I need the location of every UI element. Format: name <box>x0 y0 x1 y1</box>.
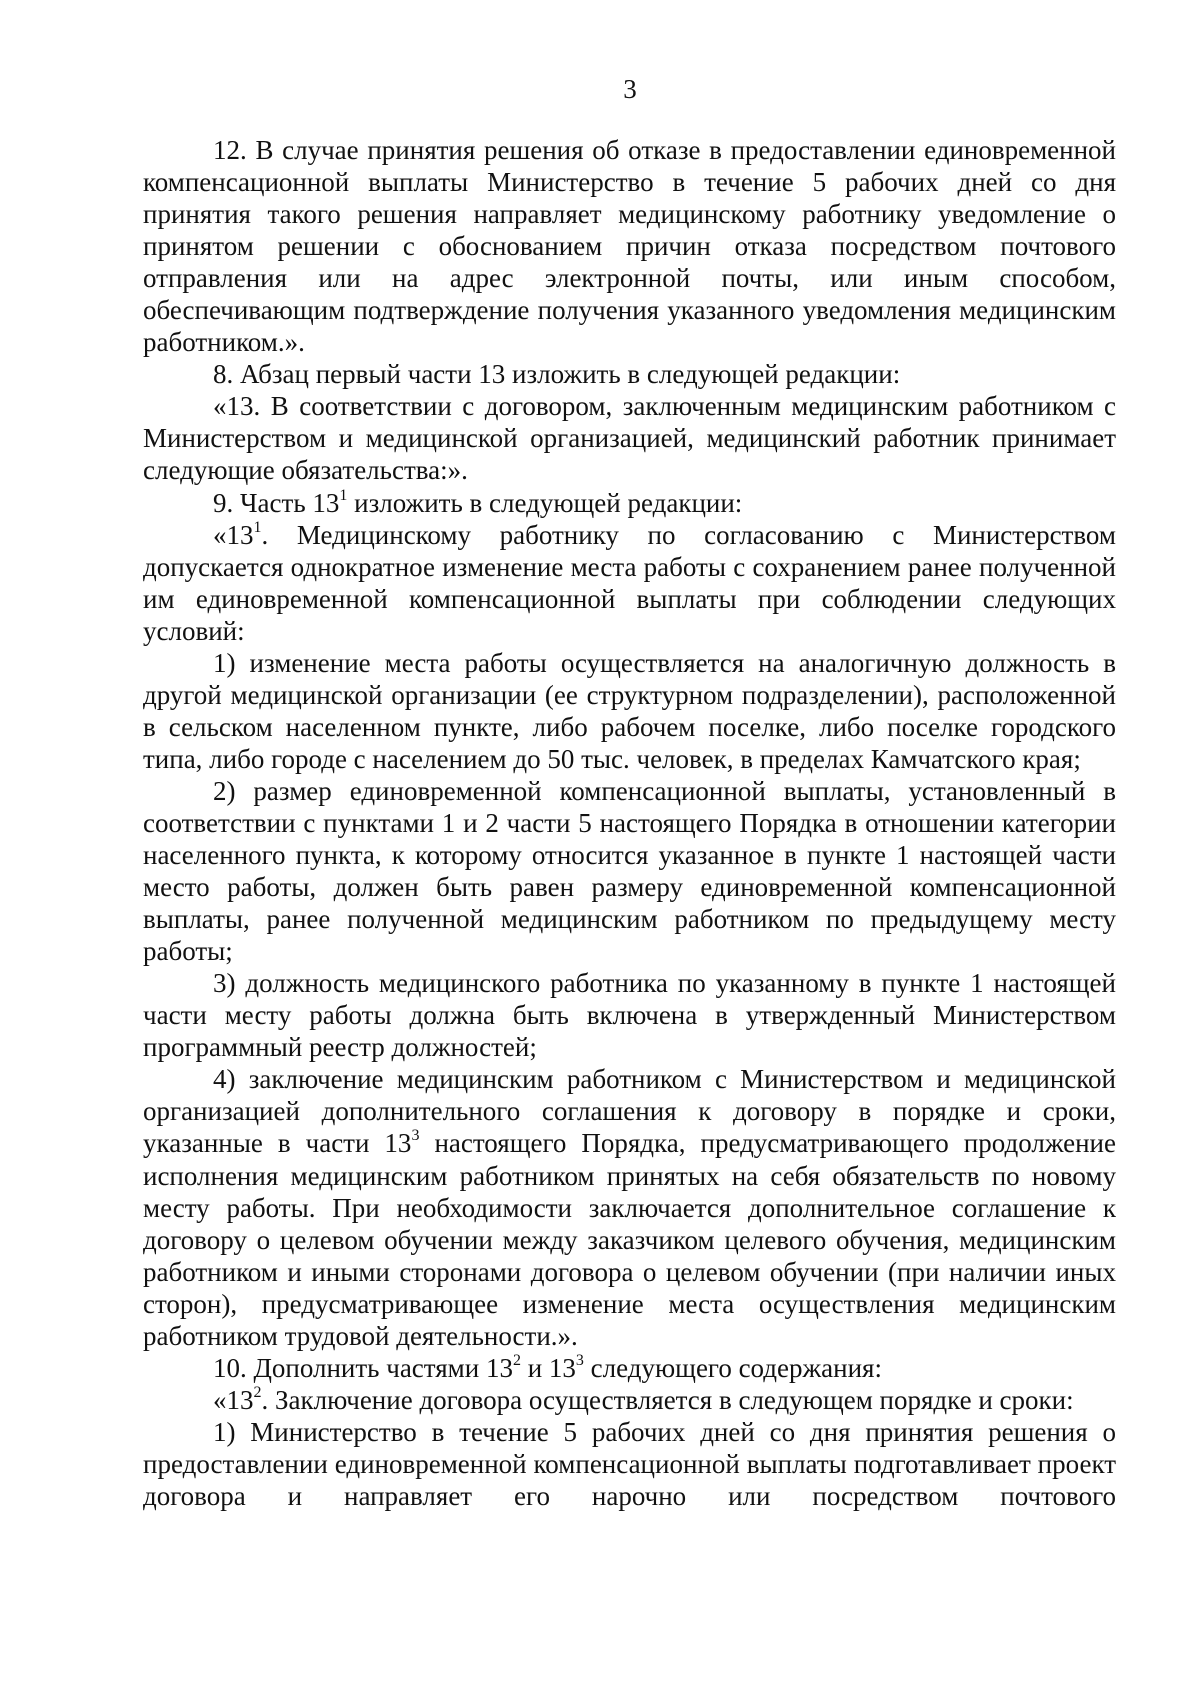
superscript: 3 <box>575 1351 584 1369</box>
paragraph-text: 3) должность медицинского работника по указанному в пункте 1 настоящей части месту работы должна быть включена в утвержденный Министерством программный реестр должностей; <box>143 968 1116 1063</box>
paragraph-text: и 13 <box>520 1352 576 1383</box>
paragraph-text: . Заключение договора осуществляется в следующем порядке и сроки: <box>261 1384 1074 1415</box>
paragraph-condition-4 <box>143 1063 1116 1351</box>
paragraph-part-13-2 <box>143 1384 1116 1416</box>
paragraph-text: настоящего Порядка, предусматривающего продолжение исполнения медицинским работником принятых на себя обязательств по новому месту работы. При необходимости заключается дополнительное соглашение к договору о целевом обучении между заказчиком целевого обучения, медицинским работником и иными сторонами договора о целевом обучении (при наличии иных сторон), предусматривающее изменение места осуществления медицинским работником трудовой деятельности.». <box>143 1128 1116 1351</box>
paragraph-part-13 <box>143 390 1116 486</box>
paragraph-text: 12. В случае принятия решения об отказе в предоставлении единовременной компенсационной выплаты Министерство в течение 5 рабочих дней со дня принятия такого решения направляет медицинскому работнику уведомление о принятом решении с обоснованием причин отказа посредством почтового отправления или на адрес электронной почты, или иным способом, обеспечивающим подтверждение получения указанного уведомления медицинским работником.». <box>143 135 1116 358</box>
paragraph-text: 10. Дополнить частями 13 <box>213 1352 513 1383</box>
superscript: 1 <box>339 486 348 504</box>
paragraph-text: . Медицинскому работнику по согласованию с Министерством допускается однократное изменение места работы с сохранением ранее полученной им единовременной компенсационной выплаты при соблюдении следующих условий: <box>143 519 1116 646</box>
superscript: 1 <box>253 518 262 536</box>
paragraph-amendment-10 <box>143 1352 1116 1384</box>
paragraph-text: 9. Часть 13 <box>213 487 340 518</box>
paragraph-text: следующего содержания: <box>583 1352 882 1383</box>
paragraph-part-13-1 <box>143 519 1116 647</box>
paragraph-amendment-9 <box>143 487 1116 519</box>
paragraph-text: 4) заключение медицинским работником с Министерством и медицинской организацией дополнительного соглашения к договору в порядке и сроки, указанные в части 13 <box>143 1064 1116 1159</box>
paragraph-item-12 <box>143 134 1116 358</box>
paragraph-text: «13 <box>213 519 254 550</box>
document-body <box>143 134 1116 1512</box>
paragraph-text: 8. Абзац первый части 13 изложить в следующей редакции: <box>213 359 901 390</box>
superscript: 2 <box>253 1383 262 1401</box>
page-number: 3 <box>623 74 637 104</box>
paragraph-text: «13. В соответствии с договором, заключенным медицинским работником с Министерством и медицинской организацией, медицинский работник принимает следующие обязательства:». <box>143 391 1116 486</box>
superscript: 2 <box>512 1351 521 1369</box>
paragraph-text: 1) изменение места работы осуществляется на аналогичную должность в другой медицинской организации (ее структурном подразделении), расположенной в сельском населенном пункте, либо рабочем поселке, либо поселке городского типа, либо городе с населением до 50 тыс. человек, в пределах Камчатского края; <box>143 647 1116 774</box>
paragraph-condition-2 <box>143 775 1116 967</box>
paragraph-text: 2) размер единовременной компенсационной выплаты, установленный в соответствии с пунктами 1 и 2 части 5 настоящего Порядка в отношении категории населенного пункта, к которому относится указанное в пункте 1 настоящей части место работы, должен быть равен размеру единовременной компенсационной выплаты, ранее полученной медицинским работником по предыдущему месту работы; <box>143 775 1116 967</box>
paragraph-condition-3 <box>143 967 1116 1063</box>
paragraph-text: 1) Министерство в течение 5 рабочих дней со дня принятия решения о предоставлении единовременной компенсационной выплаты подготавливает проект договора и направляет его нарочно или посредством почтового <box>143 1416 1116 1511</box>
paragraph-condition-1 <box>143 647 1116 775</box>
paragraph-text: «13 <box>213 1384 254 1415</box>
paragraph-procedure-1 <box>143 1416 1116 1512</box>
superscript: 3 <box>411 1127 420 1145</box>
paragraph-amendment-8 <box>143 358 1116 390</box>
paragraph-text: изложить в следующей редакции: <box>347 487 743 518</box>
